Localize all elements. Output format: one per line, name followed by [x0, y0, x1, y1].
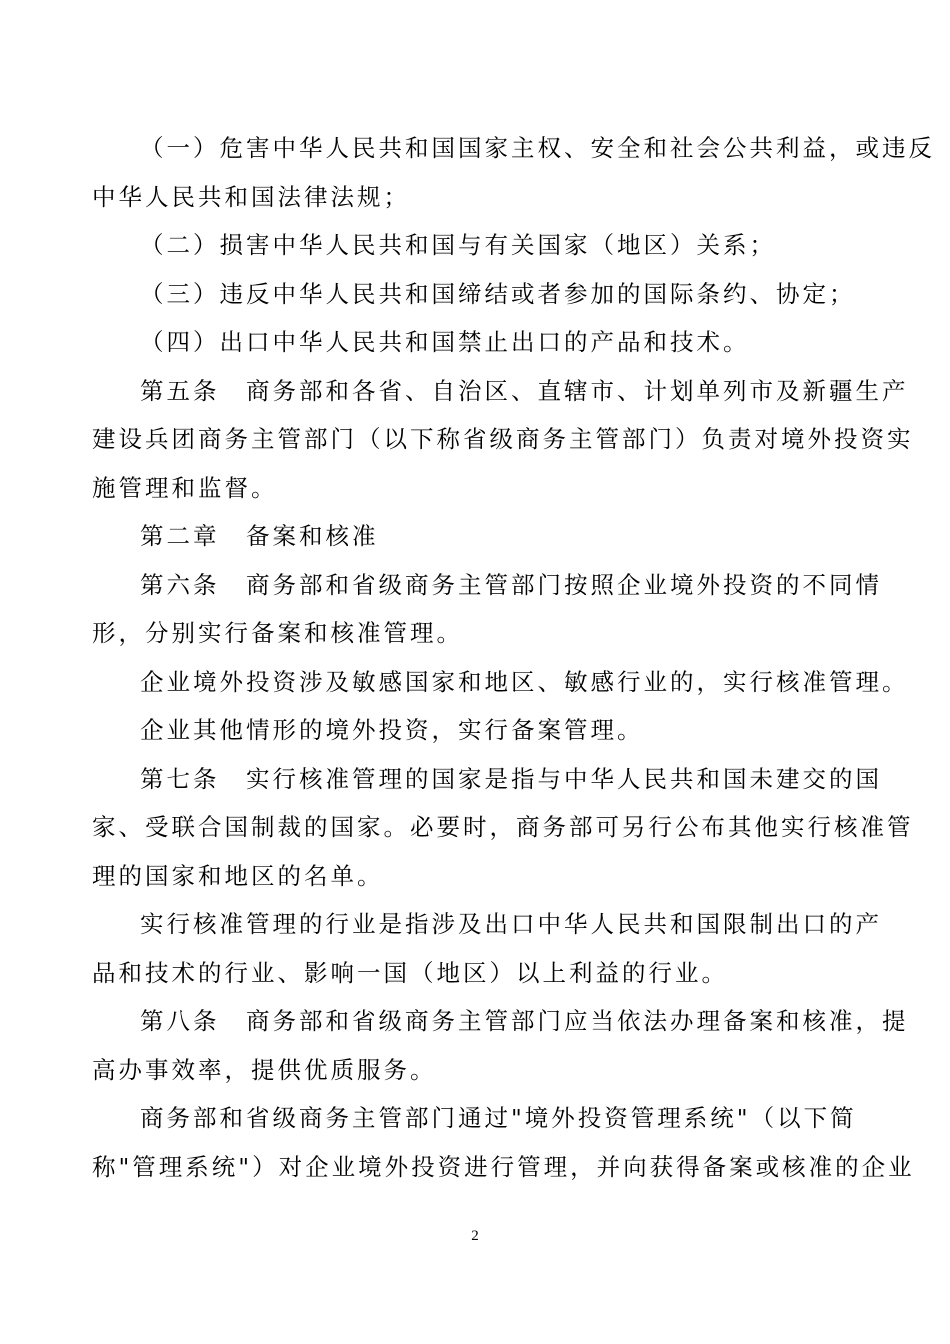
paragraph-approval-scope [92, 658, 909, 707]
paragraph-line: 家、受联合国制裁的国家。必要时，商务部可另行公布其他实行核准管 [92, 813, 914, 841]
paragraph-line: （二）损害中华人民共和国与有关国家（地区）关系； [140, 231, 776, 259]
page-number: 2 [471, 1228, 479, 1244]
paragraph-line: 实行核准管理的行业是指涉及出口中华人民共和国限制出口的产 [140, 910, 882, 938]
paragraph-industries [92, 900, 882, 997]
paragraph-line: 第八条 商务部和省级商务主管部门应当依法办理备案和核准，提 [140, 1007, 909, 1035]
paragraph-line: 第二章 备案和核准 [140, 522, 379, 550]
paragraph-item-3 [92, 270, 878, 319]
paragraph-line: 中华人民共和国法律法规； [92, 182, 410, 211]
paragraph-line: 理的国家和地区的名单。 [92, 861, 384, 890]
paragraph-line: 企业其他情形的境外投资，实行备案管理。 [140, 716, 644, 744]
paragraph-filing-scope [92, 706, 878, 755]
paragraph-management-system [92, 1094, 915, 1191]
paragraph-line: 第七条 实行核准管理的国家是指与中华人民共和国未建交的国 [140, 764, 882, 793]
paragraph-line: 商务部和省级商务主管部门通过"境外投资管理系统"（以下简 [140, 1104, 857, 1132]
paragraph-line: 形，分别实行备案和核准管理。 [92, 619, 463, 647]
paragraph-line: （三）违反中华人民共和国缔结或者参加的国际条约、协定； [140, 279, 856, 308]
document-body [92, 124, 935, 1191]
article-8 [92, 997, 909, 1094]
paragraph-item-4 [92, 318, 878, 367]
paragraph-line: （一）危害中华人民共和国国家主权、安全和社会公共利益，或违反 [140, 134, 935, 162]
paragraph-line: 第六条 商务部和省级商务主管部门按照企业境外投资的不同情 [140, 570, 882, 599]
article-7 [92, 755, 914, 901]
chapter-heading [92, 512, 878, 561]
paragraph-line: （四）出口中华人民共和国禁止出口的产品和技术。 [140, 328, 750, 356]
paragraph-line: 施管理和监督。 [92, 473, 278, 502]
paragraph-line: 高办事效率，提供优质服务。 [92, 1055, 437, 1084]
paragraph-line: 建设兵团商务主管部门（以下称省级商务主管部门）负责对境外投资实 [92, 425, 914, 453]
article-5 [92, 367, 914, 513]
paragraph-item-2 [92, 221, 878, 270]
paragraph-line: 企业境外投资涉及敏感国家和地区、敏感行业的，实行核准管理。 [140, 667, 909, 696]
paragraph-line: 称"管理系统"）对企业境外投资进行管理，并向获得备案或核准的企业 [92, 1152, 915, 1181]
paragraph-line: 品和技术的行业、影响一国（地区）以上利益的行业。 [92, 958, 728, 987]
article-6 [92, 561, 882, 658]
paragraph-line: 第五条 商务部和各省、自治区、直辖市、计划单列市及新疆生产 [140, 376, 909, 405]
paragraph-item-1 [92, 124, 935, 221]
